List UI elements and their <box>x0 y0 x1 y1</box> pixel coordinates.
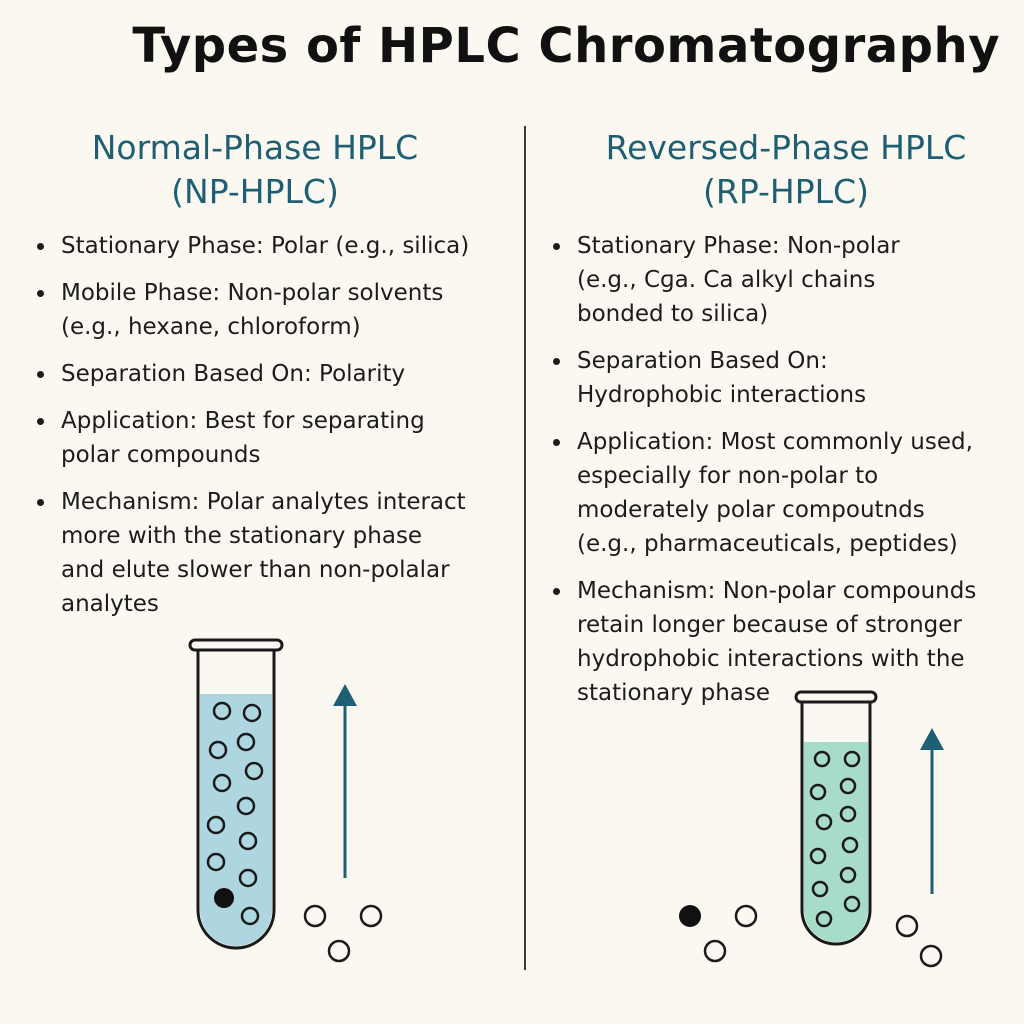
np-eluted-particle <box>361 906 381 926</box>
np-eluted-particle <box>329 941 349 961</box>
rp-column <box>796 692 876 944</box>
bullet-label: Stationary Phase: <box>577 233 780 259</box>
page-title: Types of HPLC Chromatography <box>132 18 1000 74</box>
bullet-text: bonded to silica) <box>577 301 769 327</box>
bullet-text: hydrophobic interactions with the <box>577 646 965 672</box>
rp-eluted-particle <box>705 941 725 961</box>
bullet-label: Separation Based On: <box>61 361 312 387</box>
bullet-text: especially for non-polar to <box>577 463 879 489</box>
bullet-text: Most commonly used, <box>713 429 973 455</box>
rp-eluted-particle <box>921 946 941 966</box>
bullet-text: moderately polar compoutnds <box>577 497 925 523</box>
rp-eluted-particle <box>897 916 917 936</box>
bullet-text: Non-polar solvents <box>220 280 444 306</box>
bullet-text: and elute slower than non-polalar <box>61 557 450 583</box>
np-tube-rim <box>190 640 282 650</box>
bullet-text: analytes <box>61 591 159 617</box>
bullet-label: Application: <box>61 408 198 434</box>
rp-heading-line1: Reversed-Phase HPLC <box>605 128 967 167</box>
bullet-text: more with the stationary phase <box>61 523 423 549</box>
bullet-text: Non-polar compounds <box>715 578 977 604</box>
bullet-label: Mechanism: <box>577 578 716 604</box>
bullet-text: Polar (e.g., silica) <box>263 233 470 259</box>
bullet-text: (e.g., pharmaceuticals, peptides) <box>577 531 958 557</box>
bullet-label: Mobile Phase: <box>61 280 221 306</box>
bullet-text: polar compounds <box>61 442 261 468</box>
bullet-text: retain longer because of stronger <box>577 612 962 638</box>
np-column <box>190 640 282 948</box>
bullet-label: Mechanism: <box>61 489 200 515</box>
bullet-text: Hydrophobic interactions <box>577 382 867 408</box>
rp-heading-line2: (RP-HPLC) <box>703 172 869 211</box>
bullet-label: Application: <box>577 429 714 455</box>
np-eluted-particle <box>305 906 325 926</box>
bullet-text: (e.g., Cɡa. Ca alkyl chains <box>577 267 876 293</box>
bullet-text: (e.g., hexane, chloroform) <box>61 314 361 340</box>
np-heading-line2: (NP-HPLC) <box>171 172 339 211</box>
np-heading-line1: Normal-Phase HPLC <box>91 128 419 167</box>
bullet-text: Polar analytes interact <box>199 489 466 515</box>
bullet-text: Polarity <box>311 361 406 387</box>
bullet-text: Non-polar <box>779 233 900 259</box>
np-filled-particle <box>214 888 234 908</box>
rp-tube-rim <box>796 692 876 702</box>
bullet-label: Separation Based On: <box>577 348 828 374</box>
bullet-text: stationary phase <box>577 680 771 706</box>
rp-liquid <box>804 742 868 942</box>
rp-arrow <box>920 728 944 894</box>
bullet-label: Stationary Phase: <box>61 233 264 259</box>
rp-filled-particle <box>679 905 701 927</box>
np-eluted-particles <box>305 906 381 961</box>
np-arrow <box>333 684 357 878</box>
rp-eluted-particle <box>736 906 756 926</box>
bullet-text: Best for separating <box>197 408 425 434</box>
